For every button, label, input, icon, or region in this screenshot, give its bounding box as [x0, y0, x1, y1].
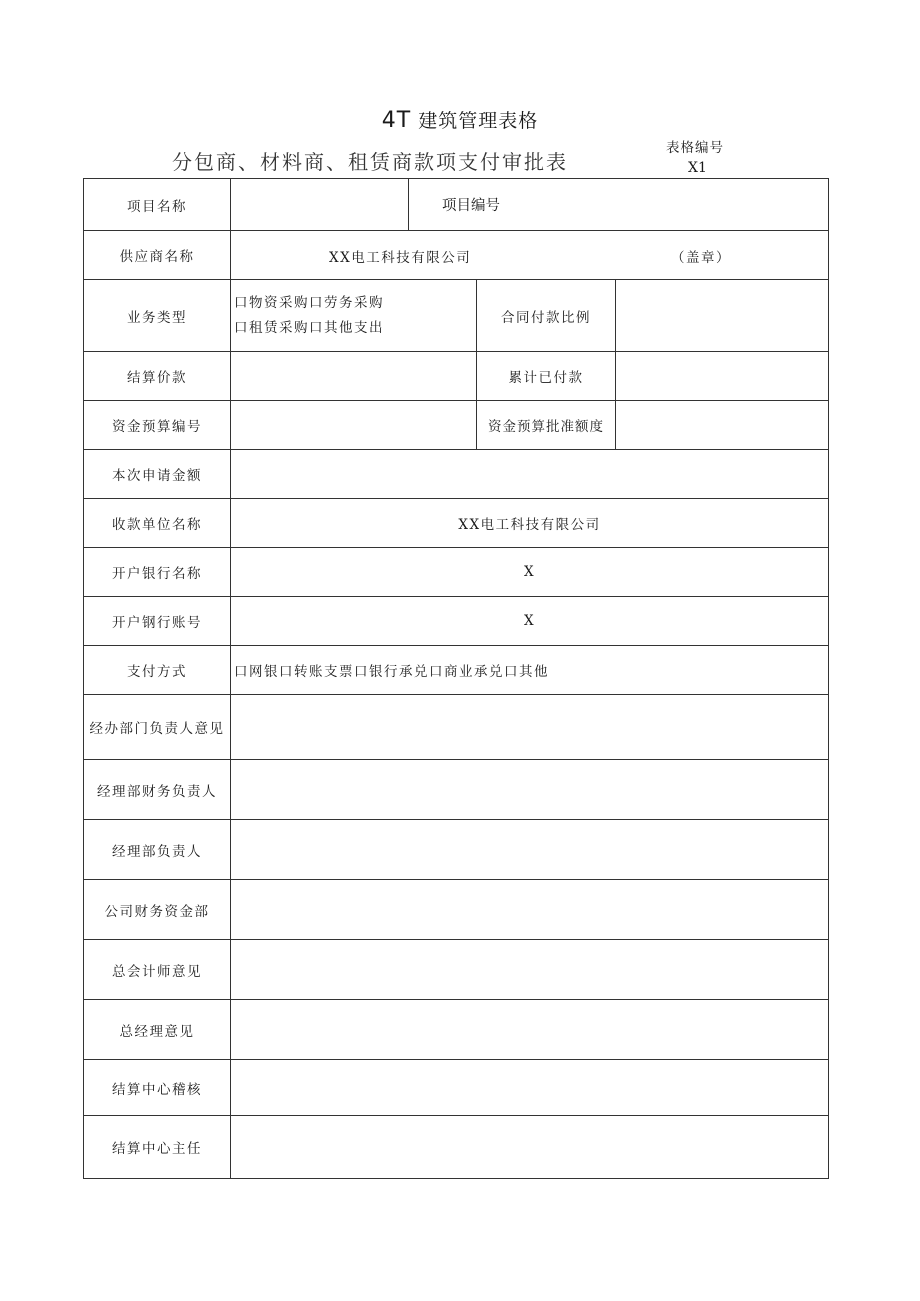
- business-type-label: 业务类型: [84, 280, 231, 352]
- approval-field[interactable]: [231, 760, 829, 820]
- approval-row: [84, 760, 829, 820]
- bank-name-label: 开户银行名称: [84, 548, 231, 597]
- approval-row: [84, 1000, 829, 1060]
- row-bank-name: [84, 548, 829, 597]
- approval-row: [84, 1116, 829, 1179]
- budget-approved-label: 资金预算批准额度: [477, 401, 616, 450]
- document-title: [0, 106, 920, 133]
- seal-note: （盖章）: [671, 250, 731, 266]
- approval-label: 经理部负责人: [84, 820, 231, 880]
- bank-name-value[interactable]: X: [231, 548, 829, 597]
- payment-approval-table: [83, 178, 829, 1179]
- approval-label: 公司财务资金部: [84, 880, 231, 940]
- cumulative-paid-label: 累计已付款: [477, 352, 616, 401]
- approval-field[interactable]: [231, 1000, 829, 1060]
- title-text: 建筑管理表格: [418, 110, 539, 132]
- approval-label: 总会计师意见: [84, 940, 231, 1000]
- settlement-price-label: 结算价款: [84, 352, 231, 401]
- row-settlement: [84, 352, 829, 401]
- approval-label: 经办部门负责人意见: [84, 695, 231, 760]
- approval-field[interactable]: [231, 880, 829, 940]
- form-code-value: X1: [688, 160, 707, 176]
- approval-field[interactable]: [231, 820, 829, 880]
- supplier-name-field[interactable]: [231, 231, 829, 280]
- payment-method-options[interactable]: 口网银口转账支票口银行承兑口商业承兑口其他: [231, 646, 829, 695]
- approval-row: [84, 820, 829, 880]
- row-payee: [84, 499, 829, 548]
- approval-label: 结算中心主任: [84, 1116, 231, 1179]
- form-code-label: 表格编号: [666, 140, 724, 156]
- payee-name-value[interactable]: XX电工科技有限公司: [231, 499, 829, 548]
- approval-row: [84, 1060, 829, 1116]
- project-number-label: 项目编号: [442, 198, 500, 214]
- contract-ratio-label: 合同付款比例: [477, 280, 616, 352]
- contract-ratio-field[interactable]: [616, 280, 829, 352]
- row-payment-method: [84, 646, 829, 695]
- business-type-options-line2: 口租赁采购口其他支出: [234, 319, 384, 336]
- approval-field[interactable]: [231, 940, 829, 1000]
- cumulative-paid-field[interactable]: [616, 352, 829, 401]
- business-type-options[interactable]: [231, 280, 477, 352]
- approval-field[interactable]: [231, 1060, 829, 1116]
- row-business-type: [84, 280, 829, 352]
- business-type-options-line1: 口物资采购口劳务采购: [234, 294, 384, 311]
- approval-field[interactable]: [231, 1116, 829, 1179]
- budget-approved-field[interactable]: [616, 401, 829, 450]
- apply-amount-label: 本次申请金额: [84, 450, 231, 499]
- title-prefix: 4T: [381, 108, 412, 133]
- project-name-label: 项目名称: [84, 179, 231, 231]
- approval-row: [84, 695, 829, 760]
- row-project: [84, 179, 829, 231]
- form-title: 分包商、材料商、租赁商款项支付审批表: [172, 150, 568, 174]
- settlement-price-field[interactable]: [231, 352, 477, 401]
- approval-row: [84, 940, 829, 1000]
- approval-label: 总经理意见: [84, 1000, 231, 1060]
- approval-label: 经理部财务负责人: [84, 760, 231, 820]
- payment-method-label: 支付方式: [84, 646, 231, 695]
- bank-account-label: 开户钢行账号: [84, 597, 231, 646]
- approval-field[interactable]: [231, 695, 829, 760]
- supplier-name-label: 供应商名称: [84, 231, 231, 280]
- payee-name-label: 收款单位名称: [84, 499, 231, 548]
- row-supplier: [84, 231, 829, 280]
- bank-account-value[interactable]: X: [231, 597, 829, 646]
- approval-label: 结算中心稽核: [84, 1060, 231, 1116]
- project-number-field[interactable]: [409, 179, 829, 231]
- row-apply-amount: [84, 450, 829, 499]
- budget-number-field[interactable]: [231, 401, 477, 450]
- apply-amount-field[interactable]: [231, 450, 829, 499]
- supplier-name-value: XX电工科技有限公司: [329, 250, 472, 266]
- row-bank-account: [84, 597, 829, 646]
- budget-number-label: 资金预算编号: [84, 401, 231, 450]
- approval-row: [84, 880, 829, 940]
- project-name-field[interactable]: [231, 179, 409, 231]
- row-budget: [84, 401, 829, 450]
